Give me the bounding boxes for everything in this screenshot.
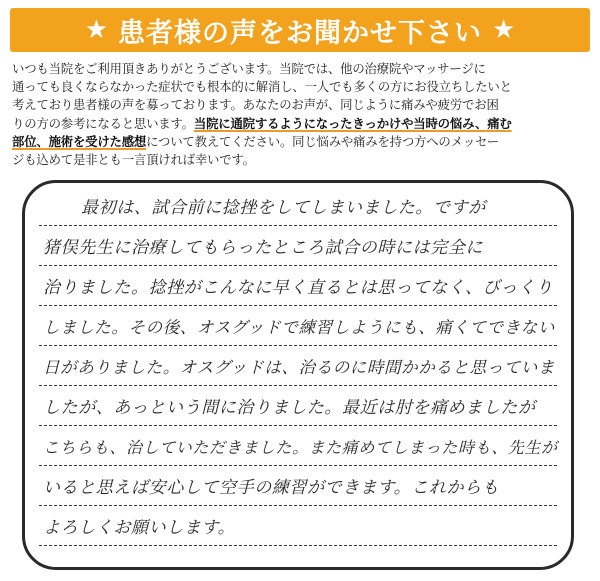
header-banner — [10, 8, 590, 52]
handwritten-line-2: 猪俣先生に治療してもらったところ試合の時には完全に — [43, 238, 483, 258]
intro-text-2: について教えてください。同じ悩みや痛みを持つ方へのメッセー ジも込めて是非とも一言頂ければ幸いです。 — [12, 133, 499, 168]
star-icon-right: ★ — [492, 15, 516, 45]
ruled-line — [39, 545, 557, 546]
handwritten-line-6: したが、あっという間に治りました。最近は肘を痛めましたが — [43, 398, 536, 418]
intro-text-1: いつも当院をご利用頂きありがとうございます。当院では、他の治療院やマッサージに 通っても良くならなかった症状でも根本的に解消し、一人でも多くの方にお役立ちしたいと 考えており患者様の声を募っております。あなたのお声が、同じように痛みや疲労でお困 りの方の参考になると思います。 — [12, 61, 512, 131]
handwritten-line-4: しました。その後、オスグッドで練習しようにも、痛くてできない — [43, 318, 556, 337]
handwritten-line-5: 日がありました。オスグッドは、治るのに時間かかると思っていま — [43, 358, 556, 377]
intro-highlight: 当院に通院するようになったきっかけや当時の悩み、痛む 部位、施術を受けた感想 — [12, 115, 512, 149]
ruled-line — [39, 385, 557, 386]
handwritten-line-8: いると思えば安心して空手の練習ができます。これからも — [43, 478, 500, 498]
intro-paragraph — [12, 60, 590, 169]
handwritten-line-3: 治りました。捻挫がこんなに早く直るとは思ってなく、びっくり — [43, 278, 554, 298]
page-title: 患者様の声をお聞かせ下さい — [118, 17, 482, 49]
ruled-line — [39, 345, 557, 346]
ruled-line — [39, 225, 557, 226]
ruled-line — [39, 505, 557, 506]
ruled-line — [39, 465, 557, 466]
ruled-line — [39, 425, 557, 426]
star-icon-left: ★ — [84, 15, 108, 45]
testimonial-card — [22, 180, 574, 570]
handwritten-line-9: よろしくお願いします。 — [43, 518, 236, 538]
ruled-line — [39, 305, 557, 306]
handwritten-line-7: こちらも、治していただきました。また痛めてしまった時も、先生が — [43, 438, 558, 457]
handwritten-line-1: 最初は、試合前に捻挫をしてしまいました。ですが — [81, 198, 486, 218]
ruled-line — [39, 265, 557, 266]
